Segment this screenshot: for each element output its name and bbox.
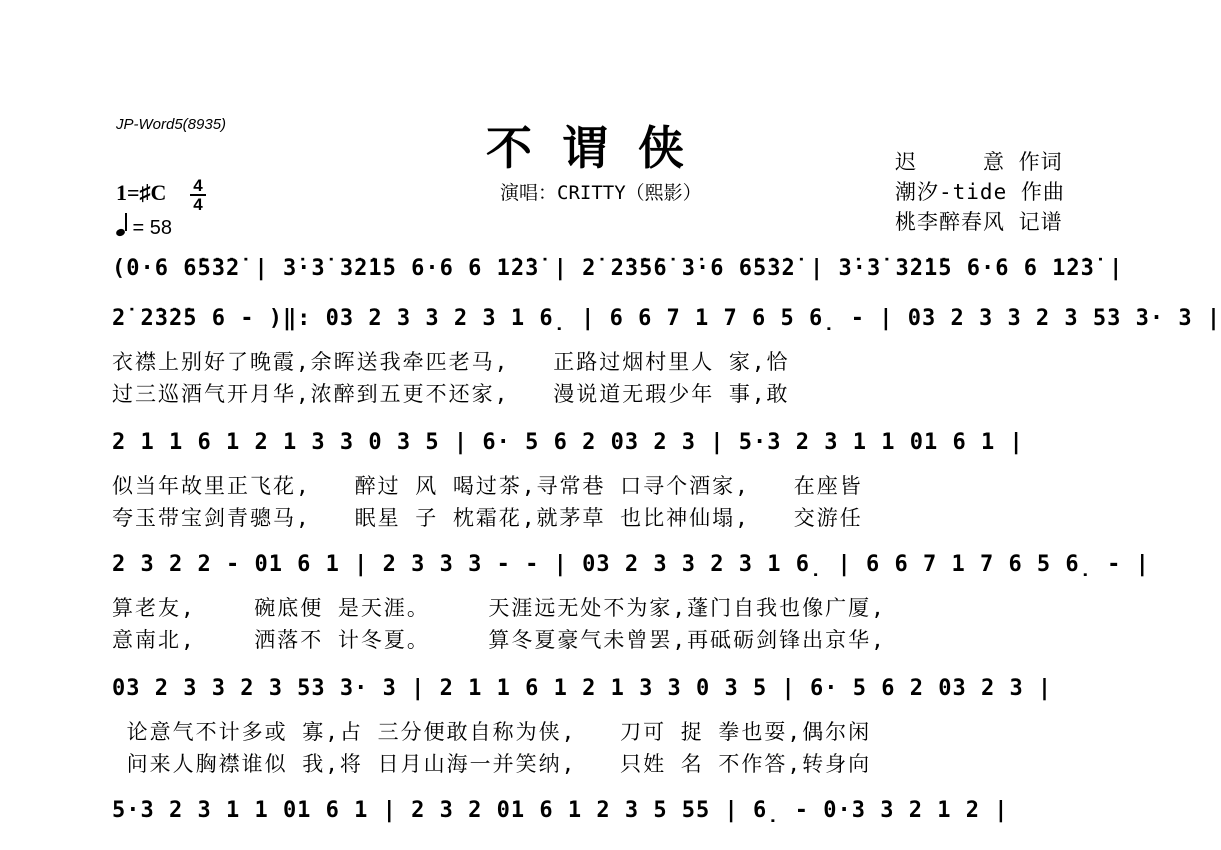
lyric-line-7: 论意气不计多或 寡,占 三分便敢自称为侠, 刀可 捉 拳也耍,偶尔闲 [112,720,872,744]
lyric-line-5: 算老友, 碗底便 是天涯。 天涯远无处不为家,蓬门自我也像广厦, [112,596,886,620]
music-line-4: 2 3 2 2 - 01 6 1 | 2 3 3 3 - - | 03 2 3 3 2 3 1 6̣ | 6 6 7 1 7 6 5 6̣ - | [112,552,1150,577]
key-signature: 1=♯C [116,180,167,205]
music-line-5: 03 2 3 3 2 3 53 3· 3 | 2 1 1 6 1 2 1 3 3 0 3 5 | 6· 5 6 2 03 2 3 | [112,676,1053,701]
music-line-2: 2̇ 2̇3̇2̇5 6 - )‖: 03 2 3 3 2 3 1 6̣ | 6 6 7 1 7 6 5 6̣ - | 03 2 3 3 2 3 53 3· 3 | [112,306,1221,331]
lyric-line-6: 意南北, 洒落不 计冬夏。 算冬夏豪气未曾罢,再砥砺剑锋出京华, [112,628,886,652]
time-signature-numerator: 4 [193,176,203,195]
time-signature-denominator: 4 [193,195,203,214]
singer-credit: 演唱：CRITTY（熙影） [500,182,702,204]
lyric-line-8: 问来人胸襟谁似 我,将 日月山海一并笑纳, 只姓 名 不作答,转身向 [112,752,872,776]
song-title: 不谓侠 [486,121,714,175]
music-line-1: (0·6 6̇5̇3̇2̇ | 3̇·3̇ 3̇2̇1̇5 6·6 6 1̇2̇3̇ | 2̇ 2̇3̇5̇6̇ 3̇·6 6̇5̇3̇2̇ | 3̇·3̇ 3̇2̇1̇5 6·6 6 1̇2̇3̇ | [112,256,1124,281]
lyric-line-1: 衣襟上别好了晚霞,余晖送我牵匹老马, 正路过烟村里人 家,恰 [112,350,790,374]
transcriber-credit: 桃李醉春风 记谱 [895,210,1063,234]
music-line-6: 5·3 2 3 1 1 01 6 1 | 2 3 2 01 6 1 2 3 5 55 | 6̣ - 0·3 3 2 1 2 | [112,798,1009,823]
time-signature [190,178,206,212]
lyric-line-4: 夸玉带宝剑青骢马, 眠星 子 枕霜花,就茅草 也比神仙塌, 交游任 [112,506,863,530]
tempo-value: = 58 [132,217,172,239]
tempo-marking [116,216,172,240]
lyric-line-3: 似当年故里正飞花, 醉过 风 喝过茶,寻常巷 口寻个酒家, 在座皆 [112,474,863,498]
lyricist-credit: 迟 意 作词 [895,150,1063,174]
quarter-note-stem [125,213,127,231]
composer-credit: 潮汐-tide 作曲 [895,180,1065,204]
lyric-line-2: 过三巡酒气开月华,浓醉到五更不还家, 漫说道无瑕少年 事,敢 [112,382,790,406]
music-line-3: 2 1 1 6 1 2 1 3 3 0 3 5 | 6· 5 6 2 03 2 3 | 5·3 2 3 1 1 01 6 1 | [112,430,1024,455]
software-label: JP-Word5(8935) [116,116,227,133]
